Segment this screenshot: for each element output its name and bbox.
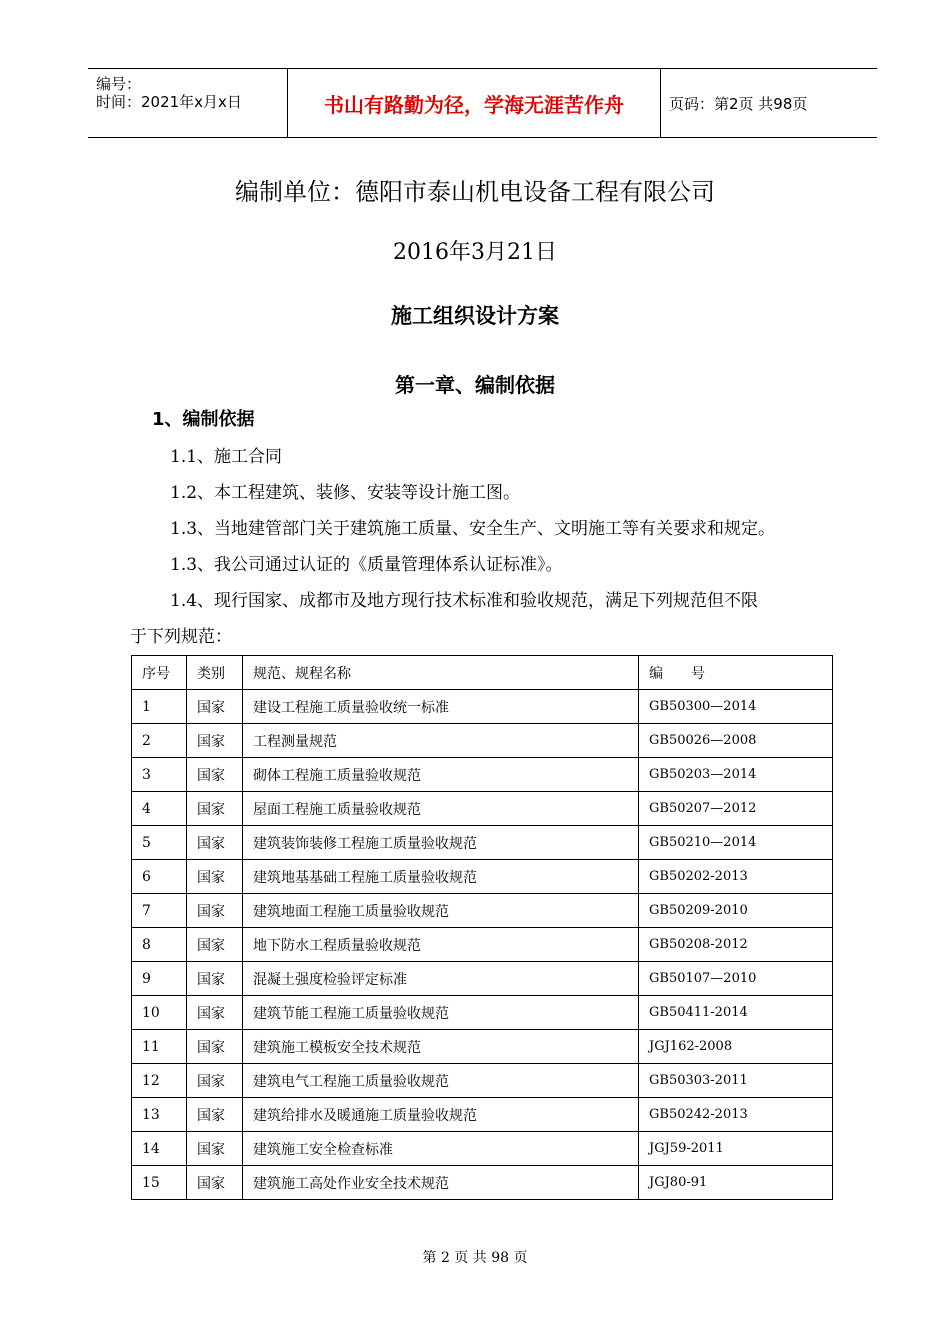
row-name-cell: 砌体工程施工质量验收规范 [243, 758, 639, 792]
row-category-cell: 国家 [187, 758, 243, 792]
row-code-cell: GB50411-2014 [639, 996, 833, 1030]
row-category-cell: 国家 [187, 724, 243, 758]
row-index-cell: 3 [132, 758, 187, 792]
row-category-cell: 国家 [187, 1132, 243, 1166]
row-category-cell: 国家 [187, 860, 243, 894]
row-name-cell: 建筑给排水及暖通施工质量验收规范 [243, 1098, 639, 1132]
row-name-cell: 混凝土强度检验评定标准 [243, 962, 639, 996]
row-name-cell: 建设工程施工质量验收统一标准 [243, 690, 639, 724]
header-page-info: 页码：第2页 共98页 [669, 94, 808, 113]
row-code-cell: GB50209-2010 [639, 894, 833, 928]
number-label: 编号： [96, 75, 142, 93]
paragraph: 1.3、我公司通过认证的《质量管理体系认证标准》。 [170, 555, 563, 575]
table-row [132, 826, 833, 860]
document-date: 2016年3月21日 [393, 240, 557, 265]
row-category-cell: 国家 [187, 792, 243, 826]
table-header-row [132, 656, 833, 690]
row-index-cell: 14 [132, 1132, 187, 1166]
row-code-cell: JGJ59-2011 [639, 1132, 833, 1166]
row-code-cell: GB50207—2012 [639, 792, 833, 826]
row-name-cell: 建筑装饰装修工程施工质量验收规范 [243, 826, 639, 860]
row-code-cell: GB50242-2013 [639, 1098, 833, 1132]
paragraph: 1.2、本工程建筑、装修、安装等设计施工图。 [170, 483, 521, 503]
table-row [132, 1064, 833, 1098]
row-index-cell: 12 [132, 1064, 187, 1098]
header-cell: 类别 [187, 656, 243, 690]
paragraph: 1.3、当地建管部门关于建筑施工质量、安全生产、文明施工等有关要求和规定。 [170, 519, 776, 539]
row-code-cell: GB50210—2014 [639, 826, 833, 860]
row-code-cell: JGJ162-2008 [639, 1030, 833, 1064]
table-row [132, 1030, 833, 1064]
section-heading: 1、编制依据 [152, 409, 255, 430]
table-row [132, 1132, 833, 1166]
row-category-cell: 国家 [187, 962, 243, 996]
table-row [132, 690, 833, 724]
row-index-cell: 1 [132, 690, 187, 724]
table-row [132, 860, 833, 894]
row-name-cell: 屋面工程施工质量验收规范 [243, 792, 639, 826]
header-cell: 编 号 [639, 656, 833, 690]
paragraph: 1.4、现行国家、成都市及地方现行技术标准和验收规范，满足下列规范但不限 [170, 591, 759, 611]
row-category-cell: 国家 [187, 1030, 243, 1064]
row-index-cell: 5 [132, 826, 187, 860]
table-row [132, 1098, 833, 1132]
row-name-cell: 建筑地面工程施工质量验收规范 [243, 894, 639, 928]
row-category-cell: 国家 [187, 894, 243, 928]
row-name-cell: 建筑电气工程施工质量验收规范 [243, 1064, 639, 1098]
row-name-cell: 建筑施工高处作业安全技术规范 [243, 1166, 639, 1200]
page-footer: 第 2 页 共 98 页 [422, 1250, 528, 1266]
header-cell: 序号 [132, 656, 187, 690]
paragraph-continuation: 于下列规范： [130, 627, 232, 647]
row-category-cell: 国家 [187, 1098, 243, 1132]
table-row [132, 758, 833, 792]
row-code-cell: GB50208-2012 [639, 928, 833, 962]
row-name-cell: 建筑地基基础工程施工质量验收规范 [243, 860, 639, 894]
row-index-cell: 13 [132, 1098, 187, 1132]
row-index-cell: 11 [132, 1030, 187, 1064]
row-name-cell: 建筑施工模板安全技术规范 [243, 1030, 639, 1064]
row-name-cell: 工程测量规范 [243, 724, 639, 758]
header-cell: 规范、规程名称 [243, 656, 639, 690]
row-name-cell: 建筑节能工程施工质量验收规范 [243, 996, 639, 1030]
table-row [132, 996, 833, 1030]
paragraph: 1.1、施工合同 [170, 447, 283, 467]
table-row [132, 928, 833, 962]
table-row [132, 724, 833, 758]
row-index-cell: 10 [132, 996, 187, 1030]
row-code-cell: GB50300—2014 [639, 690, 833, 724]
compiling-unit: 编制单位：德阳市泰山机电设备工程有限公司 [235, 178, 715, 206]
table-row [132, 1166, 833, 1200]
table-row [132, 962, 833, 996]
row-index-cell: 2 [132, 724, 187, 758]
table-row [132, 792, 833, 826]
header-meta [88, 69, 288, 137]
row-index-cell: 15 [132, 1166, 187, 1200]
row-category-cell: 国家 [187, 928, 243, 962]
row-index-cell: 4 [132, 792, 187, 826]
time-label: 时间：2021年x月x日 [96, 93, 242, 111]
row-index-cell: 9 [132, 962, 187, 996]
chapter-heading: 第一章、编制依据 [395, 373, 555, 397]
row-index-cell: 7 [132, 894, 187, 928]
row-name-cell: 地下防水工程质量验收规范 [243, 928, 639, 962]
document-title: 施工组织设计方案 [391, 304, 559, 328]
row-name-cell: 建筑施工安全检查标准 [243, 1132, 639, 1166]
row-category-cell: 国家 [187, 996, 243, 1030]
row-category-cell: 国家 [187, 1166, 243, 1200]
standards-table [131, 655, 833, 1200]
row-category-cell: 国家 [187, 690, 243, 724]
row-category-cell: 国家 [187, 1064, 243, 1098]
row-index-cell: 6 [132, 860, 187, 894]
page-header [88, 68, 877, 138]
row-code-cell: GB50026—2008 [639, 724, 833, 758]
row-code-cell: GB50303-2011 [639, 1064, 833, 1098]
row-code-cell: GB50107—2010 [639, 962, 833, 996]
header-motto: 书山有路勤为径，学海无涯苦作舟 [288, 69, 661, 137]
row-index-cell: 8 [132, 928, 187, 962]
table-row [132, 894, 833, 928]
row-code-cell: JGJ80-91 [639, 1166, 833, 1200]
row-code-cell: GB50203—2014 [639, 758, 833, 792]
row-code-cell: GB50202-2013 [639, 860, 833, 894]
row-category-cell: 国家 [187, 826, 243, 860]
